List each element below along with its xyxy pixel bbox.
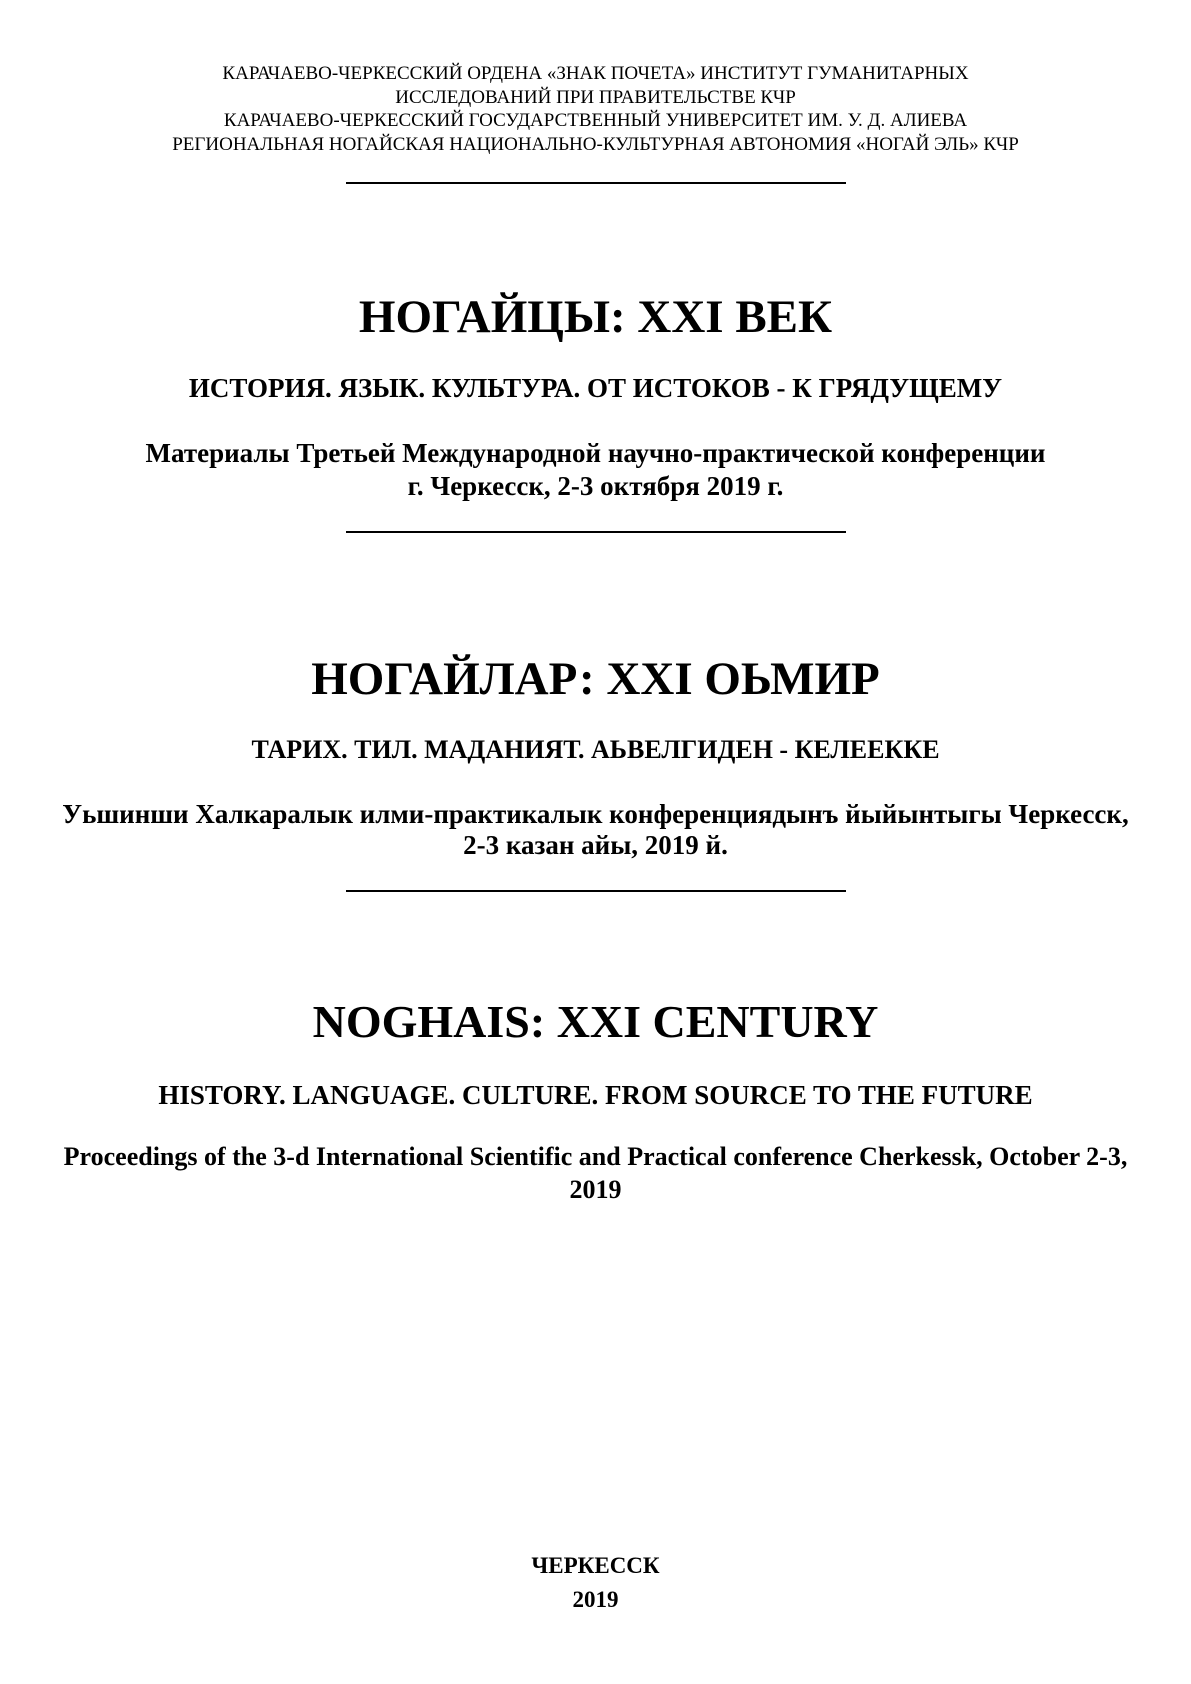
header-line-2: ИССЛЕДОВАНИЙ ПРИ ПРАВИТЕЛЬСТВЕ КЧР	[395, 86, 796, 108]
nogai-title: НОГАЙЛАР: XXI ОЬМИР	[311, 653, 880, 705]
russian-proceedings	[0, 437, 1191, 503]
divider-bottom	[346, 890, 846, 892]
english-proceedings-line-2: 2019	[569, 1175, 622, 1204]
nogai-proceedings-line-1: Уьшинши Халкаралык илми-практикалык конференциядынъ йыйынтыгы Черкесск,	[62, 799, 1129, 829]
header-line-1: КАРАЧАЕВО-ЧЕРКЕССКИЙ ОРДЕНА «ЗНАК ПОЧЕТА» ИНСТИТУТ ГУМАНИТАРНЫХ	[222, 63, 969, 84]
english-title: NOGHAIS: XXI CENTURY	[312, 996, 879, 1047]
nogai-proceedings	[0, 799, 1191, 861]
divider-top	[346, 182, 846, 184]
header-institutions	[0, 62, 1191, 156]
russian-proceedings-line-2: г. Черкесск, 2-3 октября 2019 г.	[407, 471, 784, 501]
nogai-subtitle: ТАРИХ. ТИЛ. МАДАНИЯТ. АЬВЕЛГИДЕН - КЕЛЕЕККЕ	[251, 735, 940, 764]
divider-middle	[346, 531, 846, 533]
nogai-proceedings-line-2: 2-3 казан айы, 2019 й.	[463, 830, 728, 860]
imprint-city: ЧЕРКЕССК	[531, 1553, 660, 1578]
russian-title: НОГАЙЦЫ: XXI ВЕК	[358, 291, 833, 343]
header-line-4: РЕГИОНАЛЬНАЯ НОГАЙСКАЯ НАЦИОНАЛЬНО-КУЛЬТУРНАЯ АВТОНОМИЯ «НОГАЙ ЭЛЬ» КЧР	[172, 133, 1019, 155]
russian-proceedings-line-1: Материалы Третьей Международной научно-практической конференции	[145, 438, 1046, 468]
english-proceedings	[0, 1140, 1191, 1206]
russian-subtitle: ИСТОРИЯ. ЯЗЫК. КУЛЬТУРА. ОТ ИСТОКОВ - К ГРЯДУЩЕМУ	[188, 373, 1003, 403]
imprint-year: 2019	[572, 1587, 619, 1612]
english-proceedings-line-1: Proceedings of the 3-d International Scientific and Practical conference Cherkessk, October 2-3,	[63, 1142, 1128, 1171]
english-subtitle: HISTORY. LANGUAGE. CULTURE. FROM SOURCE TO THE FUTURE	[158, 1080, 1033, 1110]
header-line-3: КАРАЧАЕВО-ЧЕРКЕССКИЙ ГОСУДАРСТВЕННЫЙ УНИВЕРСИТЕТ ИМ. У. Д. АЛИЕВА	[223, 110, 968, 131]
